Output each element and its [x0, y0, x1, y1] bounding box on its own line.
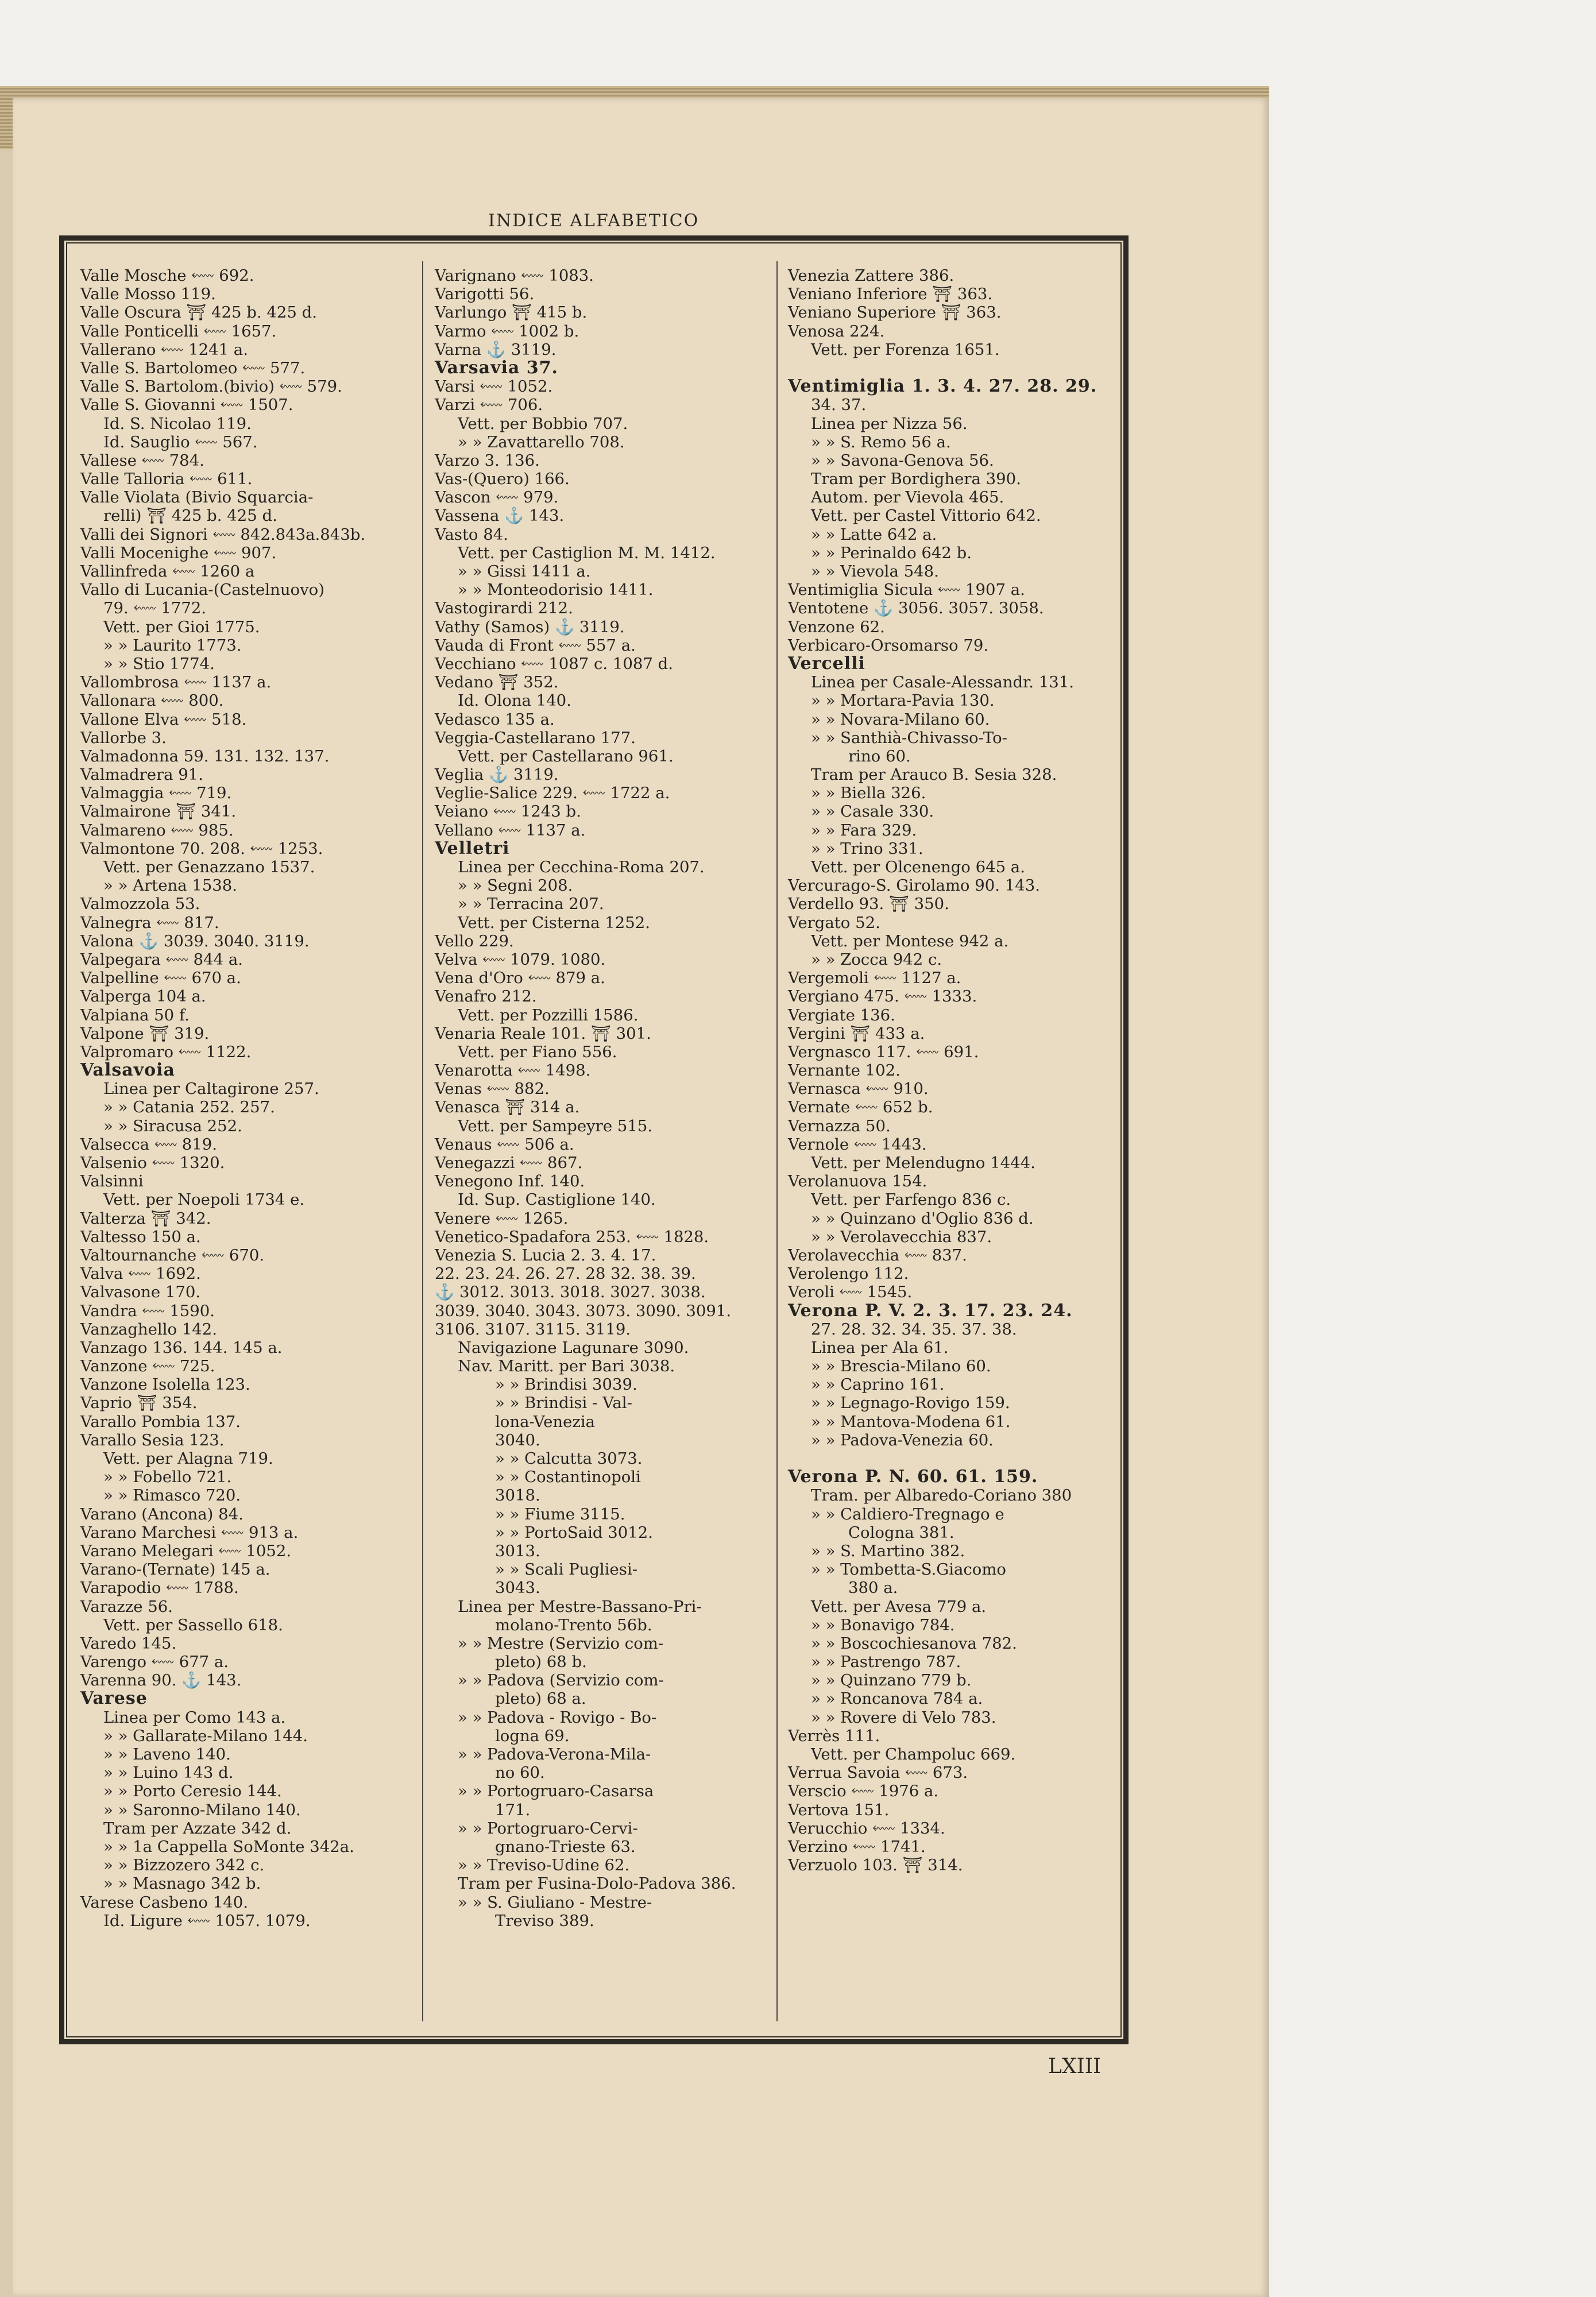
index-entry: Vergemoli ⬳ 1127 a. [788, 969, 961, 988]
index-entry: » » Quinzano d'Oglio 836 d. [811, 1209, 1034, 1228]
index-entry: Valpromaro ⬳ 1122. [80, 1042, 252, 1061]
index-entry: » » Tombetta-S.Giacomo [811, 1560, 1006, 1579]
index-entry: » » Padova-Venezia 60. [811, 1430, 994, 1449]
index-entry: » » Fiume 3115. [495, 1505, 625, 1523]
index-entry: Valle Mosso 119. [80, 285, 216, 304]
index-entry: Valle Mosche ⬳ 692. [80, 266, 254, 285]
index-entry: » » Brindisi 3039. [495, 1375, 637, 1394]
index-entry: » » Santhià-Chivasso-To- [811, 728, 1007, 747]
index-entry: Vanzone ⬳ 725. [80, 1357, 215, 1376]
index-entry: Venezia Zattere 386. [788, 266, 954, 285]
index-entry: Vernante 102. [788, 1061, 901, 1080]
index-entry: Valperga 104 a. [80, 987, 206, 1006]
index-entry: Varlungo ⛩ 415 b. [435, 303, 588, 322]
index-entry: » » Laveno 140. [103, 1745, 231, 1764]
index-entry: Valpiana 50 f. [80, 1006, 190, 1024]
index-entry: Velva ⬳ 1079. 1080. [435, 950, 606, 969]
index-entry: Valmaggia ⬳ 719. [80, 784, 232, 803]
index-entry: » » Siracusa 252. [103, 1116, 242, 1135]
index-entry: Verolengo 112. [788, 1264, 909, 1283]
index-entry: Vett. per Montese 942 a. [811, 931, 1009, 950]
index-entry: Varzi ⬳ 706. [435, 396, 543, 415]
index-entry: » » Biella 326. [811, 784, 926, 803]
index-entry: Verrès 111. [788, 1726, 880, 1745]
index-entry: Verrua Savoia ⬳ 673. [788, 1764, 968, 1782]
index-entry: Valle S. Bartolom.(bivio) ⬳ 579. [80, 377, 342, 396]
index-entry: Vallone Elva ⬳ 518. [80, 710, 247, 729]
index-entry: pleto) 68 b. [495, 1653, 587, 1672]
index-entry: Valle Ponticelli ⬳ 1657. [80, 322, 277, 341]
index-entry: Vett. per Sampeyre 515. [458, 1116, 653, 1135]
index-entry: » » Novara-Milano 60. [811, 710, 990, 729]
index-entry: Vellano ⬳ 1137 a. [435, 821, 586, 840]
index-entry: Ventotene ⚓ 3056. 3057. 3058. [788, 599, 1044, 618]
index-entry: Vathy (Samos) ⚓ 3119. [435, 617, 625, 636]
index-entry: logna 69. [495, 1726, 570, 1745]
index-entry: Vett. per Champoluc 669. [811, 1745, 1016, 1764]
index-entry: molano-Trento 56b. [495, 1615, 652, 1634]
index-entry: gnano-Trieste 63. [495, 1837, 636, 1856]
index-entry: Valmairone ⛩ 341. [80, 802, 237, 821]
index-entry: » » Bonavigo 784. [811, 1615, 955, 1634]
index-entry: Varese Casbeno 140. [80, 1893, 248, 1912]
index-entry: Vandra ⬳ 1590. [80, 1301, 215, 1320]
index-entry: Vett. per Castellarano 961. [458, 747, 674, 765]
index-entry: » » Padova - Rovigo - Bo- [458, 1708, 657, 1727]
index-entry: Valle Talloria ⬳ 611. [80, 470, 253, 489]
index-entry: » » Portogruaro-Casarsa [458, 1782, 654, 1801]
index-entry: » » Monteodorisio 1411. [458, 581, 654, 600]
index-entry: » » Scali Pugliesi- [495, 1560, 637, 1579]
index-entry: Valmozzola 53. [80, 895, 200, 914]
index-entry: relli) ⛩ 425 b. 425 d. [103, 506, 277, 525]
index-entry: Linea per Caltagirone 257. [103, 1080, 319, 1099]
index-entry: Vassena ⚓ 143. [435, 506, 565, 525]
index-entry: Verscio ⬳ 1976 a. [788, 1782, 939, 1801]
index-entry: » » Perinaldo 642 b. [811, 543, 972, 562]
index-entry: Vett. per Castel Vittorio 642. [811, 506, 1041, 525]
index-entry: » » Fara 329. [811, 821, 917, 840]
index-entry: Valpegara ⬳ 844 a. [80, 950, 243, 969]
index-entry: Varmo ⬳ 1002 b. [435, 322, 579, 341]
index-entry: 79. ⬳ 1772. [103, 599, 207, 618]
index-entry: Vett. per Bobbio 707. [458, 414, 628, 433]
index-entry: Veggia-Castellarano 177. [435, 728, 636, 747]
index-entry: Varzo 3. 136. [435, 451, 540, 470]
index-entry [788, 359, 1118, 377]
index-entry: Valsecca ⬳ 819. [80, 1135, 218, 1154]
index-entry: Varallo Pombia 137. [80, 1412, 241, 1431]
index-entry: Valmareno ⬳ 985. [80, 821, 234, 840]
index-entry: Veiano ⬳ 1243 b. [435, 802, 581, 821]
index-entry: Nav. Maritt. per Bari 3038. [458, 1357, 675, 1376]
index-column-3 [788, 266, 1118, 1874]
index-entry: Venetico-Spadafora 253. ⬳ 1828. [435, 1227, 709, 1246]
index-entry: » » Saronno-Milano 140. [103, 1800, 301, 1819]
index-entry: Id. Sauglio ⬳ 567. [103, 432, 258, 451]
index-entry: » » Mantova-Modena 61. [811, 1412, 1011, 1431]
index-entry: Valle S. Giovanni ⬳ 1507. [80, 396, 293, 415]
index-entry: » » Vievola 548. [811, 562, 939, 581]
index-entry: Vett. per Farfengo 836 c. [811, 1190, 1011, 1209]
index-entry: Id. S. Nicolao 119. [103, 414, 252, 433]
index-entry: 34. 37. [811, 396, 867, 415]
index-entry: 3106. 3107. 3115. 3119. [435, 1320, 631, 1339]
index-entry: » » Mestre (Servizio com- [458, 1634, 664, 1653]
index-entry: Vett. per Alagna 719. [103, 1449, 273, 1468]
index-entry: 3039. 3040. 3043. 3073. 3090. 3091. [435, 1301, 732, 1320]
index-entry: Verona P. V. 2. 3. 17. 23. 24. [788, 1300, 1073, 1321]
index-entry: Venaria Reale 101. ⛩ 301. [435, 1024, 651, 1043]
index-entry: Verolanuova 154. [788, 1172, 928, 1191]
index-entry: Vett. per Melendugno 1444. [811, 1154, 1035, 1172]
index-entry: Venere ⬳ 1265. [435, 1209, 569, 1228]
index-entry: Varenna 90. ⚓ 143. [80, 1671, 242, 1690]
index-entry: » » Rimasco 720. [103, 1486, 241, 1505]
index-entry: Tram per Bordighera 390. [811, 470, 1021, 489]
index-entry: Valtesso 150 a. [80, 1227, 201, 1246]
index-entry: Vedano ⛩ 352. [435, 673, 559, 692]
index-entry: Veroli ⬳ 1545. [788, 1283, 913, 1302]
index-entry: Valsenio ⬳ 1320. [80, 1154, 225, 1172]
index-entry: Varano-(Ternate) 145 a. [80, 1560, 270, 1579]
index-entry: Valpone ⛩ 319. [80, 1024, 210, 1043]
index-entry: » » Quinzano 779 b. [811, 1671, 972, 1690]
index-entry: » » S. Giuliano - Mestre- [458, 1893, 652, 1912]
index-entry: Venaus ⬳ 506 a. [435, 1135, 574, 1154]
index-entry: Linea per Cecchina-Roma 207. [458, 858, 705, 876]
index-entry: Vallese ⬳ 784. [80, 451, 204, 470]
index-entry: Verona P. N. 60. 61. 159. [788, 1467, 1038, 1487]
index-entry: » » Laurito 1773. [103, 636, 242, 655]
index-entry: Varigotti 56. [435, 285, 535, 304]
index-entry: Vanzaghello 142. [80, 1320, 218, 1339]
index-entry: 22. 23. 24. 26. 27. 28 32. 38. 39. [435, 1264, 696, 1283]
index-entry: Vercurago-S. Girolamo 90. 143. [788, 876, 1040, 895]
index-entry: Vett. per Pozzilli 1586. [458, 1006, 639, 1024]
index-entry: Navigazione Lagunare 3090. [458, 1338, 689, 1357]
index-entry: Vedasco 135 a. [435, 710, 555, 729]
index-entry: Varapodio ⬳ 1788. [80, 1579, 239, 1598]
index-entry: » » Segni 208. [458, 876, 573, 895]
index-entry: Verbicaro-Orsomarso 79. [788, 636, 989, 655]
index-entry: Vergiate 136. [788, 1006, 895, 1024]
index-entry: Varedo 145. [80, 1634, 177, 1653]
index-column-1 [80, 266, 411, 1930]
index-entry: » » PortoSaid 3012. [495, 1523, 653, 1542]
running-head: INDICE ALFABETICO [488, 211, 700, 231]
index-entry: 3013. [495, 1541, 540, 1560]
index-entry: » » Terracina 207. [458, 895, 604, 914]
index-entry: no 60. [495, 1764, 545, 1782]
index-entry: » » Artena 1538. [103, 876, 238, 895]
index-entry: Tram per Azzate 342 d. [103, 1819, 292, 1838]
index-entry: Varsi ⬳ 1052. [435, 377, 553, 396]
index-entry: » » Padova (Servizio com- [458, 1671, 664, 1690]
index-entry: Vello 229. [435, 931, 514, 950]
index-entry: Vena d'Oro ⬳ 879 a. [435, 969, 605, 988]
index-entry: Valle Violata (Bivio Squarcia- [80, 488, 314, 507]
index-entry: Vett. per Fiano 556. [458, 1042, 617, 1061]
index-entry: Venezia S. Lucia 2. 3. 4. 17. [435, 1246, 656, 1264]
index-entry: Verucchio ⬳ 1334. [788, 1819, 945, 1838]
index-entry: Valpelline ⬳ 670 a. [80, 969, 241, 988]
index-entry: Vett. per Olcenengo 645 a. [811, 858, 1025, 876]
index-entry: Venzone 62. [788, 617, 885, 636]
index-entry: Veniano Inferiore ⛩ 363. [788, 285, 993, 304]
index-entry: Veglie-Salice 229. ⬳ 1722 a. [435, 784, 670, 803]
index-entry: 380 a. [848, 1579, 898, 1598]
index-entry: » » Trino 331. [811, 839, 923, 858]
index-entry: Id. Olona 140. [458, 691, 571, 710]
index-entry: Vergnasco 117. ⬳ 691. [788, 1042, 979, 1061]
index-entry: Vernasca ⬳ 910. [788, 1080, 929, 1099]
index-entry: Vergini ⛩ 433 a. [788, 1024, 925, 1043]
index-entry: Linea per Ala 61. [811, 1338, 949, 1357]
column-divider [776, 261, 778, 2021]
index-entry: Varano Marchesi ⬳ 913 a. [80, 1523, 299, 1542]
index-entry: 171. [495, 1800, 531, 1819]
index-entry: » » Porto Ceresio 144. [103, 1782, 282, 1801]
index-entry: Vernole ⬳ 1443. [788, 1135, 927, 1154]
index-entry: Valvasone 170. [80, 1283, 201, 1302]
index-entry: » » Zocca 942 c. [811, 950, 942, 969]
index-entry: Ventimiglia Sicula ⬳ 1907 a. [788, 581, 1025, 600]
index-entry: Vallonara ⬳ 800. [80, 691, 224, 710]
index-entry: Vastogirardi 212. [435, 599, 573, 618]
index-entry: Vertova 151. [788, 1800, 890, 1819]
index-entry: Linea per Nizza 56. [811, 414, 968, 433]
index-entry: » » Bizzozero 342 c. [103, 1856, 265, 1875]
index-entry: Vasto 84. [435, 525, 508, 544]
index-entry: Vett. per Noepoli 1734 e. [103, 1190, 305, 1209]
index-entry: Venasca ⛩ 314 a. [435, 1098, 580, 1117]
index-entry: » » Gallarate-Milano 144. [103, 1726, 308, 1745]
index-entry: Veglia ⚓ 3119. [435, 765, 559, 784]
index-entry: Varengo ⬳ 677 a. [80, 1653, 229, 1672]
index-entry: Vett. per Forenza 1651. [811, 340, 1000, 359]
index-entry: » » Brescia-Milano 60. [811, 1357, 991, 1376]
index-entry: Vett. per Avesa 779 a. [811, 1597, 987, 1616]
index-entry: Id. Ligure ⬳ 1057. 1079. [103, 1911, 311, 1930]
index-entry: Verzuolo 103. ⛩ 314. [788, 1856, 963, 1875]
index-entry: Vergato 52. [788, 913, 880, 932]
index-entry: » » Rovere di Velo 783. [811, 1708, 996, 1727]
index-entry: Valtournanche ⬳ 670. [80, 1246, 265, 1264]
index-entry: Vett. per Gioi 1775. [103, 617, 260, 636]
index-entry: » » Brindisi - Val- [495, 1394, 632, 1413]
index-entry [788, 1449, 1118, 1468]
index-entry: rino 60. [848, 747, 911, 765]
index-entry: Varignano ⬳ 1083. [435, 266, 594, 285]
index-entry: » » Fobello 721. [103, 1468, 232, 1487]
index-entry: » » Casale 330. [811, 802, 934, 821]
index-entry: Valmadrera 91. [80, 765, 204, 784]
index-entry: Valli dei Signori ⬳ 842.843a.843b. [80, 525, 366, 544]
index-entry: » » S. Remo 56 a. [811, 432, 951, 451]
index-entry: Vecchiano ⬳ 1087 c. 1087 d. [435, 654, 673, 673]
index-entry: Vernazza 50. [788, 1116, 891, 1135]
index-entry: » » Luino 143 d. [103, 1764, 234, 1782]
index-entry: Valona ⚓ 3039. 3040. 3119. [80, 931, 310, 950]
index-entry: Linea per Como 143 a. [103, 1708, 286, 1727]
index-entry: Cologna 381. [848, 1523, 954, 1542]
index-entry: Valva ⬳ 1692. [80, 1264, 201, 1283]
index-entry: » » Boscochiesanova 782. [811, 1634, 1017, 1653]
index-column-2 [435, 266, 768, 1930]
index-entry: Vanzone Isolella 123. [80, 1375, 250, 1394]
index-entry: » » Gissi 1411 a. [458, 562, 591, 581]
index-entry: » » Catania 252. 257. [103, 1098, 275, 1117]
index-entry: » » S. Martino 382. [811, 1541, 965, 1560]
index-entry: Vett. per Castiglion M. M. 1412. [458, 543, 716, 562]
index-entry: » » Portogruaro-Cervi- [458, 1819, 638, 1838]
index-entry: Tram per Arauco B. Sesia 328. [811, 765, 1057, 784]
index-entry: » » Savona-Genova 56. [811, 451, 994, 470]
index-entry: » » Verolavecchia 837. [811, 1227, 992, 1246]
index-entry: » » Caldiero-Tregnago e [811, 1505, 1004, 1523]
index-entry: Linea per Casale-Alessandr. 131. [811, 673, 1074, 692]
column-divider [422, 261, 423, 2021]
index-entry: Valsinni [80, 1172, 144, 1191]
index-entry: 3043. [495, 1579, 540, 1598]
index-entry: Varazze 56. [80, 1597, 173, 1616]
page-number: LXIII [1048, 2055, 1102, 2078]
index-entry: Varna ⚓ 3119. [435, 340, 557, 359]
index-entry: Varano (Ancona) 84. [80, 1505, 244, 1523]
index-entry: » » Treviso-Udine 62. [458, 1856, 630, 1875]
index-entry: Verolavecchia ⬳ 837. [788, 1246, 967, 1264]
index-entry: Venas ⬳ 882. [435, 1080, 550, 1099]
index-entry: Vallo di Lucania-(Castelnuovo) [80, 581, 324, 600]
index-entry: Venegono Inf. 140. [435, 1172, 585, 1191]
index-entry: Vernate ⬳ 652 b. [788, 1098, 933, 1117]
index-entry: pleto) 68 a. [495, 1689, 586, 1708]
index-entry: Vallorbe 3. [80, 728, 167, 747]
index-entry: Venarotta ⬳ 1498. [435, 1061, 591, 1080]
index-entry: Veniano Superiore ⛩ 363. [788, 303, 1002, 322]
index-entry: Valsavoia [80, 1060, 175, 1081]
index-entry: Vas-(Quero) 166. [435, 470, 570, 489]
index-entry: Varese [80, 1688, 148, 1709]
index-entry: » » 1a Cappella SoMonte 342a. [103, 1837, 354, 1856]
index-entry: Vallinfreda ⬳ 1260 a [80, 562, 255, 581]
index-entry: Id. Sup. Castiglione 140. [458, 1190, 656, 1209]
index-entry: » » Caprino 161. [811, 1375, 945, 1394]
index-entry: 3018. [495, 1486, 540, 1505]
index-entry: » » Costantinopoli [495, 1468, 641, 1487]
index-entry: Linea per Mestre-Bassano-Pri- [458, 1597, 702, 1616]
index-entry: Venosa 224. [788, 322, 885, 341]
index-entry: Vercelli [788, 653, 865, 674]
index-entry: Valmontone 70. 208. ⬳ 1253. [80, 839, 323, 858]
index-entry: Verdello 93. ⛩ 350. [788, 895, 949, 914]
index-entry: Ventimiglia 1. 3. 4. 27. 28. 29. [788, 376, 1098, 397]
index-entry: Verzino ⬳ 1741. [788, 1837, 926, 1856]
index-entry: lona-Venezia [495, 1412, 596, 1431]
index-entry: Tram per Fusina-Dolo-Padova 386. [458, 1874, 736, 1893]
index-entry: Autom. per Vievola 465. [811, 488, 1004, 507]
index-entry: Valli Mocenighe ⬳ 907. [80, 543, 277, 562]
index-entry: 3040. [495, 1430, 540, 1449]
index-entry: Vauda di Front ⬳ 557 a. [435, 636, 636, 655]
index-entry: Varano Melegari ⬳ 1052. [80, 1541, 292, 1560]
index-entry: Vett. per Sassello 618. [103, 1615, 283, 1634]
index-entry: » » Roncanova 784 a. [811, 1689, 983, 1708]
index-entry: Vallombrosa ⬳ 1137 a. [80, 673, 272, 692]
index-entry: » » Mortara-Pavia 130. [811, 691, 995, 710]
index-entry: » » Latte 642 a. [811, 525, 937, 544]
index-entry: Varsavia 37. [435, 357, 558, 378]
index-entry: Valmadonna 59. 131. 132. 137. [80, 747, 330, 765]
index-entry: » » Padova-Verona-Mila- [458, 1745, 651, 1764]
index-entry: » » Masnago 342 b. [103, 1874, 261, 1893]
index-entry: Vallerano ⬳ 1241 a. [80, 340, 248, 359]
index-entry: » » Legnago-Rovigo 159. [811, 1394, 1010, 1413]
index-entry: » » Calcutta 3073. [495, 1449, 643, 1468]
index-entry: Vett. per Genazzano 1537. [103, 858, 315, 876]
index-entry: Vaprio ⛩ 354. [80, 1394, 198, 1413]
index-entry: Venegazzi ⬳ 867. [435, 1154, 583, 1172]
index-entry: Varallo Sesia 123. [80, 1430, 225, 1449]
index-entry: Velletri [435, 838, 510, 859]
index-entry: 27. 28. 32. 34. 35. 37. 38. [811, 1320, 1017, 1339]
index-entry: Tram. per Albaredo-Coriano 380 [811, 1486, 1072, 1505]
index-entry: ⚓ 3012. 3013. 3018. 3027. 3038. [435, 1283, 706, 1302]
index-entry: » » Pastrengo 787. [811, 1653, 961, 1672]
index-entry: » » Zavattarello 708. [458, 432, 625, 451]
index-entry: » » Stio 1774. [103, 654, 215, 673]
index-entry: Vanzago 136. 144. 145 a. [80, 1338, 283, 1357]
index-entry: Valle S. Bartolomeo ⬳ 577. [80, 358, 306, 377]
index-entry: Valnegra ⬳ 817. [80, 913, 219, 932]
index-entry: Valle Oscura ⛩ 425 b. 425 d. [80, 303, 317, 322]
index-entry: Vergiano 475. ⬳ 1333. [788, 987, 977, 1006]
index-entry: Valterza ⛩ 342. [80, 1209, 211, 1228]
index-entry: Treviso 389. [495, 1911, 594, 1930]
page-edge [0, 149, 13, 2297]
index-entry: Vascon ⬳ 979. [435, 488, 559, 507]
index-entry: Vett. per Cisterna 1252. [458, 913, 650, 932]
index-entry: Venafro 212. [435, 987, 537, 1006]
